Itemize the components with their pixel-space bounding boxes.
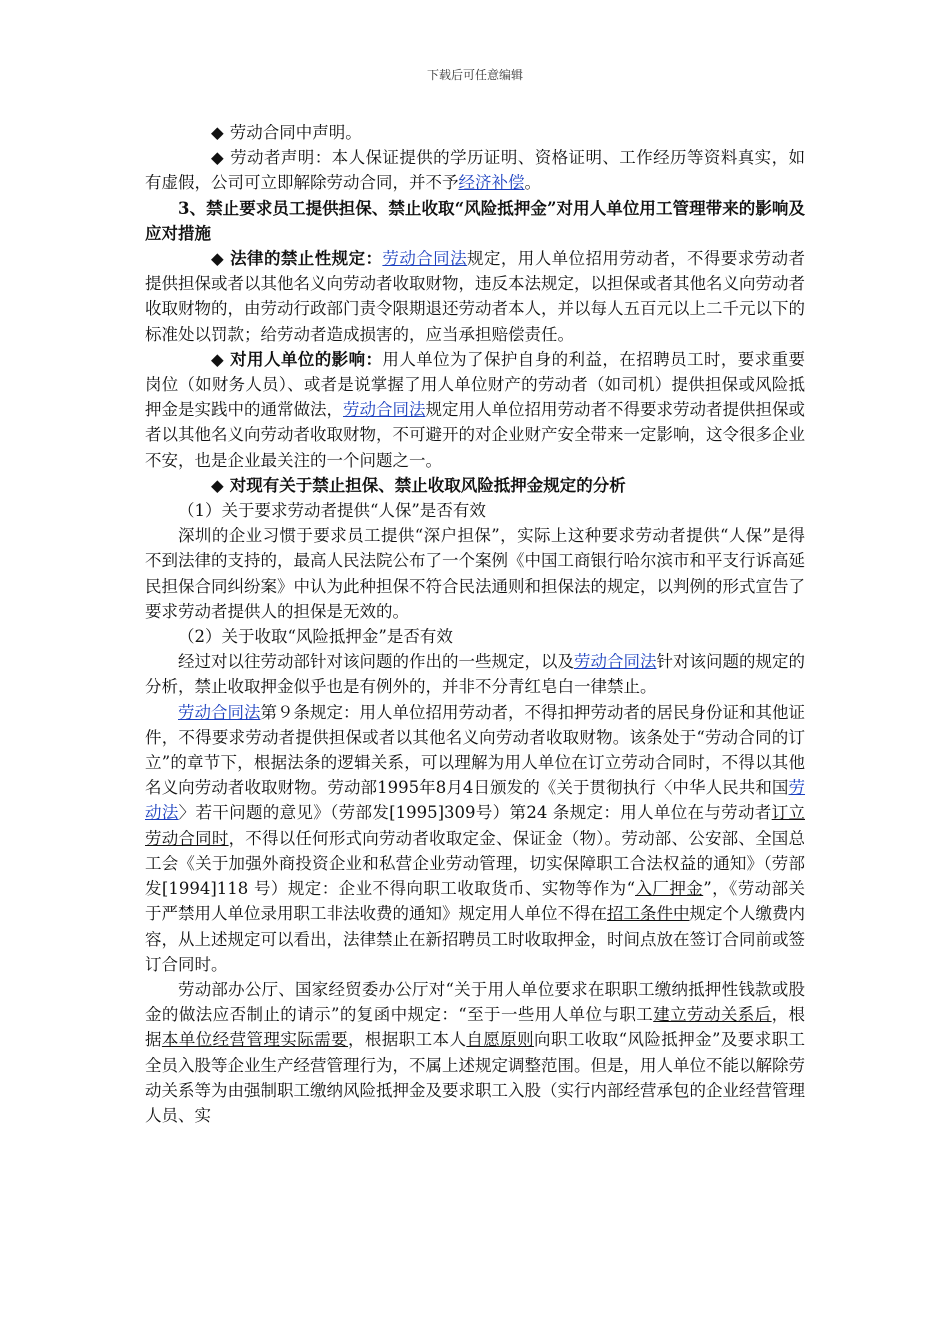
underlined-term: 招工条件中 [607,904,690,924]
link-labor-law[interactable]: 劳动法 [145,778,805,823]
paragraph [145,977,805,1128]
bullet-text: 劳动者声明：本人保证提供的学历证明、资格证明、工作经历等资料真实，如有虚假，公司可立即解除劳动合同，并不予 [145,148,805,193]
bold-label: 对现有关于禁止担保、禁止收取风险抵押金规定的分析 [229,475,626,495]
page-header: 下载后可任意编辑 [426,68,523,82]
paragraph-text: ，根据 [145,1005,806,1050]
paragraph-text: 经过对以往劳动部针对该问题的作出的一些规定，以及 [178,652,574,672]
link-economic-compensation[interactable]: 经济补偿 [458,173,525,193]
section-paragraph [145,473,805,498]
link-labor-contract-law[interactable]: 劳动合同法 [343,400,426,420]
section-paragraph [145,347,805,473]
paragraph-text: 用人单位为了保护自身的利益，在招聘员工时，要求重要岗位（如财务人员）、或者是说掌握了用人单位财产的劳动者（如司机）提供担保或风险抵押金是实践中的通常做法， [145,349,806,420]
paragraph-text: 规定，用人单位招用劳动者，不得要求劳动者提供担保或者以其他名义向劳动者收取财物，违反本法规定，以担保或者其他名义向劳动者收取财物的，由劳动行政部门责令限期退还劳动者本人，并以每人五百元以上二千元以下的标准处以罚款；给劳动者造成损害的，应当承担赔偿责任。 [145,249,806,344]
paragraph [145,649,805,699]
underlined-term: 入厂押金 [635,879,704,899]
bold-label: 法律的禁止性规定： [229,249,383,269]
paragraph-text: ，不得以任何形式向劳动者收取定金、保证金（物）。劳动部、公安部、全国总工会《关于加强外商投资企业和私营企业劳动管理，切实保障职工合法权益的通知》（劳部发[1994]118 号）规定：企业不得向职工收取货币、实物等作为“ [145,828,806,899]
bullet-text-end: 。 [524,173,541,193]
diamond-bullet-icon: ◆ [211,475,224,495]
section-heading: 3、禁止要求员工提供担保、禁止收取“风险抵押金”对用人单位用工管理带来的影响及应对措施 [145,198,805,243]
link-labor-contract-law[interactable]: 劳动合同法 [178,702,261,722]
underlined-term: 自愿原则 [466,1030,535,1050]
underlined-term: 建立劳动关系后 [653,1005,772,1025]
sub-question: （1）关于要求劳动者提供“人保”是否有效 [178,501,486,521]
diamond-bullet-icon: ◆ [211,249,224,269]
bullet-text: 劳动合同中声明。 [229,123,362,142]
diamond-bullet-icon: ◆ [211,123,224,142]
diamond-bullet-icon: ◆ [211,148,224,168]
paragraph-text: 针对该问题的规定的分析，禁止收取押金似乎也是有例外的，并非不分青红皂白一律禁止。 [145,652,805,697]
sub-question: （2）关于收取“风险抵押金”是否有效 [178,627,453,647]
paragraph-text: 规定个人缴费内容，从上述规定可以看出，法律禁止在新招聘员工时收取押金，时间点放在签订合同前或签订合同时。 [145,904,805,974]
bullet-item [145,120,805,145]
bullet-item [145,145,805,195]
link-labor-contract-law[interactable]: 劳动合同法 [382,249,468,269]
paragraph-text: 劳动部办公厅、国家经贸委办公厅对“关于用人单位要求在职职工缴纳抵押性钱款或股金的做法应否制止的请示”的复函中规定：“至于一些用人单位与职工 [145,979,805,1025]
section-paragraph [145,246,805,347]
link-labor-contract-law[interactable]: 劳动合同法 [574,652,657,672]
paragraph-text: 向职工收取“风险抵押金”及要求职工全员入股等企业生产经营管理行为，不属上述规定调整范围。但是，用人单位不能以解除劳动关系等为由强制职工缴纳风险抵押金及要求职工入股（实行内部经营承包的企业经营管理人员、实 [145,1030,806,1125]
paragraph-text: 规定用人单位招用劳动者不得要求劳动者提供担保或者以其他名义向劳动者收取财物，不可避开的对企业财产安全带来一定影响，这令很多企业不安，也是企业最关注的一个问题之一。 [145,400,805,470]
diamond-bullet-icon: ◆ [211,349,224,369]
paragraph [145,700,805,977]
document-body [145,120,805,1128]
underlined-term: 本单位经营管理实际需要 [161,1030,348,1050]
bold-label: 对用人单位的影响： [229,349,383,369]
paragraph-text: 〉若干问题的意见》（劳部发[1995]309号）第24 条规定：用人单位在与劳动者 [178,803,772,823]
underlined-term: 订立劳动合同时 [145,803,805,848]
paragraph-text: ”，《劳动部关于严禁用人单位录用职工非法收费的通知》规定用人单位不得在 [145,879,806,924]
paragraph-text: 第９条规定：用人单位招用劳动者，不得扣押劳动者的居民身份证和其他证件，不得要求劳动者提供担保或者以其他名义向劳动者收取财物。该条处于“劳动合同的订立”的章节下，根据法条的逻辑关系，可以理解为用人单位在订立劳动合同时，不得以其他名义向劳动者收取财物。劳动部1995年8月4日颁发的《关于贯彻执行〈中华人民共和国 [145,702,805,798]
paragraph-text: ，根据职工本人 [347,1030,467,1050]
paragraph: 深圳的企业习惯于要求员工提供“深户担保”，实际上这种要求劳动者提供“人保”是得不到法律的支持的，最高人民法院公布了一个案例《中国工商银行哈尔滨市和平支行诉高延民担保合同纠纷案》中认为此种担保不符合民法通则和担保法的规定，以判例的形式宣告了要求劳动者提供人的担保是无效的。 [145,526,805,621]
